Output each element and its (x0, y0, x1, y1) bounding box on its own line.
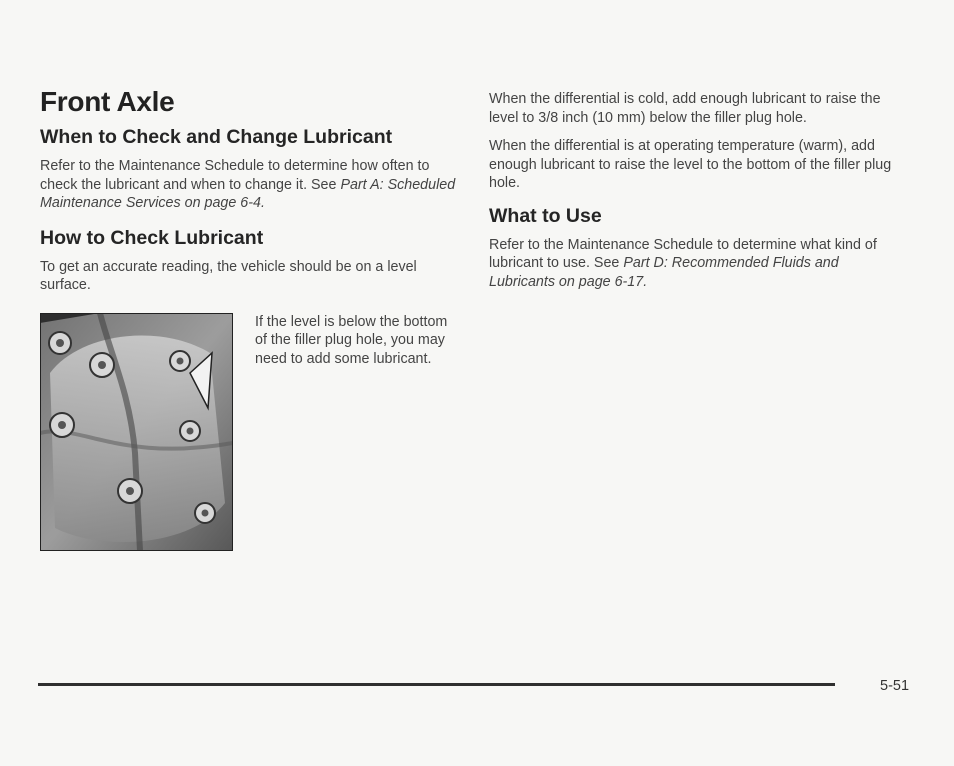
section-body-when-to-check (40, 157, 458, 213)
section-body-what-to-use (489, 236, 901, 292)
body-text: Refer to the Maintenance Schedule to determine how often to check the lubricant and when to change it. See (40, 158, 430, 193)
section-heading-when-to-check: When to Check and Change Lubricant (40, 126, 393, 148)
cross-reference-link[interactable]: Part A: Scheduled Maintenance Services on page 6-4. (40, 176, 456, 211)
cross-reference-link[interactable]: Part D: Recommended Fluids and Lubricants on page 6-17. (489, 255, 839, 290)
figure-caption: If the level is below the bottom of the filler plug hole, you may need to add some lubricant. (255, 313, 448, 367)
paragraph-cold-differential: When the differential is cold, add enough lubricant to raise the level to 3/8 inch (10 mm) below the filler plug hole. (489, 91, 881, 126)
paragraph-warm-differential: When the differential is at operating temperature (warm), add enough lubricant to raise the level to the bottom of the filler plug hole. (489, 138, 892, 191)
left-column (40, 86, 458, 553)
right-column (489, 90, 901, 301)
differential-illustration (40, 313, 233, 551)
differential-photo (40, 313, 233, 551)
section-heading-what-to-use: What to Use (489, 204, 602, 227)
page-title: Front Axle (40, 86, 175, 117)
page-number: 5-51 (880, 678, 910, 694)
figure-row (40, 313, 458, 553)
footer-rule (38, 683, 835, 686)
section-body-how-to-check: To get an accurate reading, the vehicle should be on a level surface. (40, 258, 417, 293)
section-heading-how-to-check: How to Check Lubricant (40, 226, 264, 249)
body-text: Refer to the Maintenance Schedule to determine what kind of lubricant to use. See (489, 236, 877, 271)
